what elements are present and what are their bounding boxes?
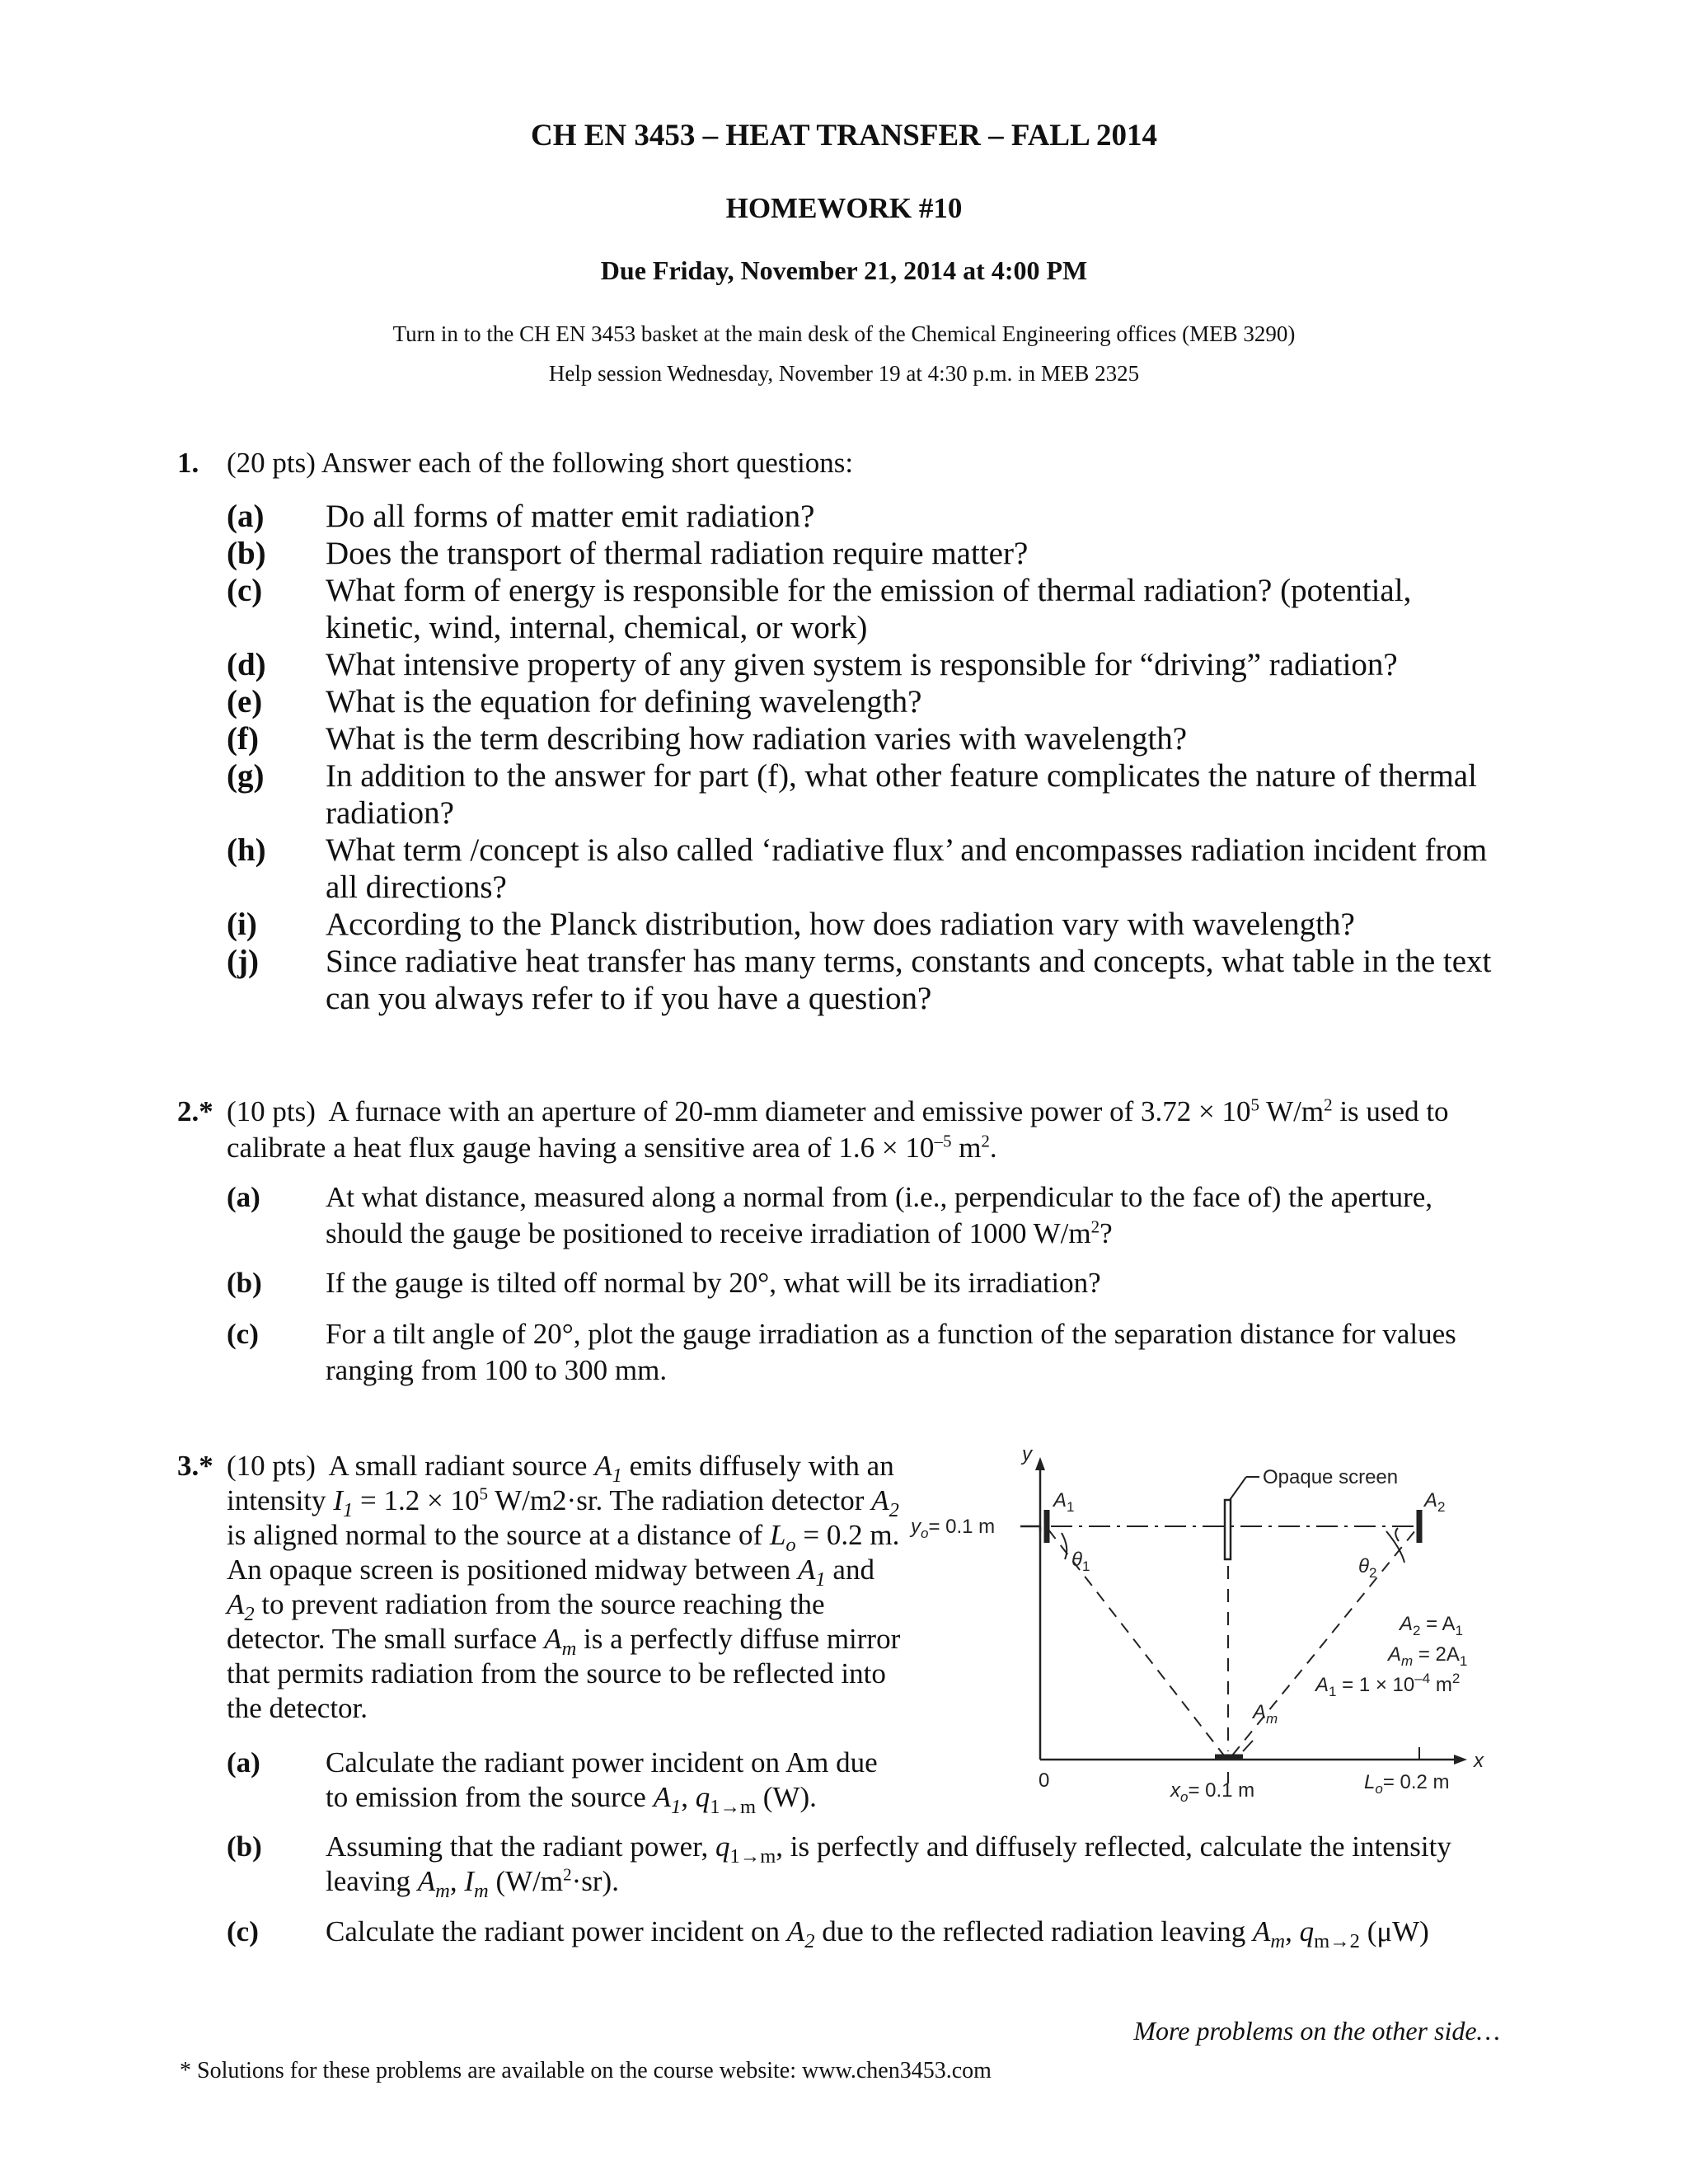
theta2-arc	[1395, 1528, 1399, 1541]
question-item: (i) According to the Planck distribution, how does radiation vary with wavelength?	[227, 907, 1355, 942]
lo-label: $L_o= 0.2$ m	[1364, 1771, 1450, 1797]
question-item: (h) What term /concept is also called ‘radiative flux’ and encompasses radiation incident from all directions?	[227, 832, 1488, 905]
course-title: CH EN 3453 – HEAT TRANSFER – FALL 2014	[531, 119, 1157, 152]
opaque-screen-label: Opaque screen	[1263, 1466, 1399, 1488]
problem-2-part-c: (c) For a tilt angle of 20°, plot the gauge irradiation as a function of the separation distance for values ranging from 100 to 300 mm.	[227, 1318, 1456, 1386]
homework-title: HOMEWORK #10	[725, 192, 963, 224]
problem-1-intro: (20 pts) Answer each of the following short questions:	[227, 447, 854, 479]
due-date: Due Friday, November 21, 2014 at 4:00 PM	[600, 255, 1088, 285]
yo-label: $y_o= 0.1$ m	[911, 1516, 996, 1541]
problem-3-diagram	[907, 1434, 1500, 1805]
opaque-screen	[1225, 1500, 1231, 1559]
turn-in-note: Turn in to the CH EN 3453 basket at the main desk of the Chemical Engineering offices (MEB 3290)	[392, 321, 1296, 346]
eq-a2-a1: $A_2 = A_1$	[1400, 1613, 1463, 1638]
problem-3-part-a: (a) Calculate the radiant power incident on Am due to emission from the source $A_1$, $q_{1\to m}$ (W).	[227, 1746, 878, 1818]
problem-1-number: 1.	[177, 447, 199, 479]
eq-am-a1: $A_m = 2A_1$	[1388, 1643, 1468, 1669]
am-label: $A_m$	[1253, 1701, 1278, 1727]
y-axis-label: y	[1022, 1443, 1032, 1465]
question-item: (d) What intensive property of any given system is responsible for “driving” radiation?	[227, 647, 1398, 682]
question-item: (e) What is the equation for defining wavelength?	[227, 684, 922, 719]
question-item: (f) What is the term describing how radiation varies with wavelength?	[227, 721, 1188, 757]
question-item: (j) Since radiative heat transfer has many terms, constants and concepts, what table in the text can you always refer to if you have a question?	[227, 944, 1492, 1016]
theta2-label: $\theta_2$	[1358, 1555, 1377, 1581]
theta1-arc	[1062, 1533, 1067, 1559]
question-item: (g) In addition to the answer for part (f), what other feature complicates the nature of thermal radiation?	[227, 758, 1477, 831]
problem-2-number: 2.*	[177, 1095, 213, 1127]
y-axis-arrow	[1035, 1457, 1045, 1470]
question-item: (b) Does the transport of thermal radiation require matter?	[227, 536, 1029, 571]
origin-label: 0	[1039, 1769, 1050, 1792]
problem-3-part-c: (c) Calculate the radiant power incident on $A_2$ due to the reflected radiation leaving $A_m$, $q_{m\to 2}$ (μW)	[227, 1915, 1429, 1952]
screen-leader	[1230, 1477, 1246, 1500]
problem-2-part-a: (a) At what distance, measured along a normal from (i.e., perpendicular to the face of) the aperture, should the gauge be positioned to receive irradiation of 1000 $W/m^2$?	[227, 1181, 1433, 1249]
problem-2-statement: (10 pts) A furnace with an aperture of 20-mm diameter and emissive power of $3.72 \times 10^5$ $W/m^2$ is used to calibrate a heat flux gauge having a sensitive area of $1.6 \times 10^{-5}$ $m^2$.	[227, 1094, 1449, 1164]
eq-a1-area: $A_1 = 1 \times 10^{-4}$ $m^2$	[1315, 1671, 1461, 1699]
question-item: (a) Do all forms of matter emit radiation?	[227, 499, 815, 534]
x-axis-label: x	[1474, 1750, 1484, 1772]
xo-label: $x_o= 0.1$ m	[1170, 1779, 1255, 1805]
problem-3-statement: (10 pts) A small radiant source $A_1$ emits diffusely with an intensity $I_1 = 1.2 \times 10^5$ W/m2·sr. The radiation detector $A_2$ is aligned normal to the source at a distance of $L_o = 0.2$ m. An opaque screen is positioned midway between $A_1$ and $A_2$ to prevent radiation from the source reaching the detector. The small surface $A_m$ is a perfectly diffuse mirror that permits radiation from the source to be reflected into the detector.	[227, 1450, 901, 1724]
problem-1-questions	[227, 498, 1496, 1017]
x-axis-arrow	[1454, 1755, 1467, 1765]
a1-label: $A_1$	[1053, 1489, 1075, 1515]
problem-2-part-b: (b) If the gauge is tilted off normal by 20°, what will be its irradiation?	[227, 1267, 1101, 1299]
more-problems-note: More problems on the other side…	[1133, 2016, 1500, 2046]
help-session-note: Help session Wednesday, November 19 at 4:30 p.m. in MEB 2325	[548, 361, 1140, 386]
theta1-label: $\theta_1$	[1071, 1549, 1090, 1574]
problem-3-number: 3.*	[177, 1450, 213, 1482]
problem-3-part-b: (b) Assuming that the radiant power, $q_{1\to m}$, is perfectly and diffusely reflected, calculate the intensity leaving $A_m$, $I_m$ $(W/m^2\cdot sr)$.	[227, 1830, 1451, 1902]
a2-label: $A_2$	[1424, 1489, 1446, 1515]
solutions-footnote: * Solutions for these problems are available on the course website: www.chen3453.com	[180, 2058, 992, 2083]
question-item: (c) What form of energy is responsible for the emission of thermal radiation? (potential, kinetic, wind, internal, chemical, or work)	[227, 573, 1412, 645]
